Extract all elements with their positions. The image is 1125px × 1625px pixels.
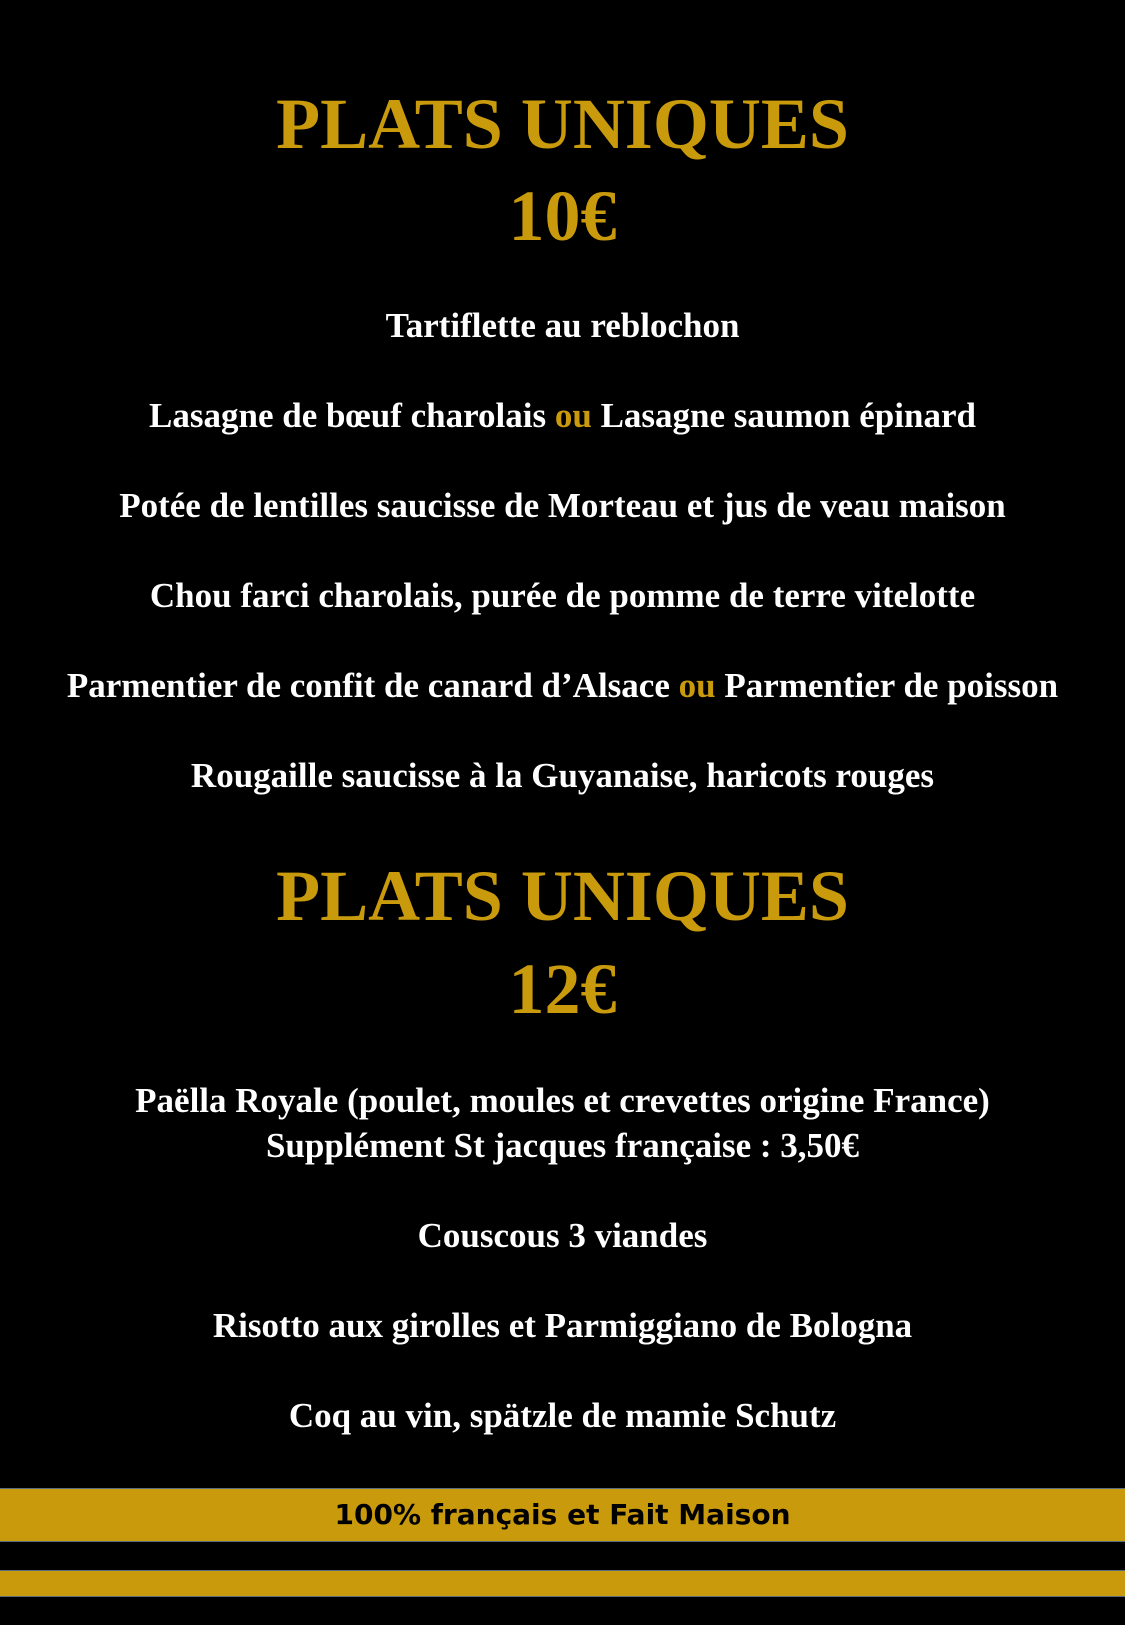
- dish-potee: Potée de lentilles saucisse de Morteau et jus de veau maison: [119, 486, 1006, 525]
- section2-title: PLATS UNIQUES: [276, 856, 849, 936]
- section1-title: PLATS UNIQUES: [276, 84, 849, 164]
- dish-lasagne: [0, 398, 1125, 433]
- dish-couscous: Couscous 3 viandes: [417, 1216, 708, 1255]
- dish-parmentier-option-a: Parmentier de confit de canard d’Alsace: [66, 666, 679, 705]
- dish-tartiflette: Tartiflette au reblochon: [385, 306, 740, 345]
- dish-paella: Paëlla Royale (poulet, moules et crevettes origine France): [135, 1081, 990, 1120]
- dish-chou-farci: Chou farci charolais, purée de pomme de terre vitelotte: [149, 576, 976, 615]
- dish-parmentier: [0, 668, 1125, 703]
- dish-lasagne-option-b: Lasagne saumon épinard: [591, 396, 976, 435]
- dish-parmentier-option-b: Parmentier de poisson: [715, 666, 1059, 705]
- dish-paella-supplement: Supplément St jacques française : 3,50€: [265, 1126, 860, 1165]
- footer-banner-text: 100% français et Fait Maison: [334, 1498, 791, 1531]
- dish-lasagne-or: ou: [554, 396, 592, 435]
- dish-risotto: Risotto aux girolles et Parmiggiano de Bologna: [212, 1306, 913, 1345]
- footer-stripe: [0, 1570, 1125, 1597]
- dish-coq-au-vin: Coq au vin, spätzle de mamie Schutz: [288, 1396, 837, 1435]
- section1-price: 10€: [508, 176, 617, 256]
- section2-price: 12€: [508, 949, 617, 1029]
- dish-lasagne-option-a: Lasagne de bœuf charolais: [149, 396, 555, 435]
- dish-parmentier-or: ou: [678, 666, 716, 705]
- dish-rougaille: Rougaille saucisse à la Guyanaise, haricots rouges: [190, 756, 935, 795]
- footer-banner: [0, 1488, 1125, 1542]
